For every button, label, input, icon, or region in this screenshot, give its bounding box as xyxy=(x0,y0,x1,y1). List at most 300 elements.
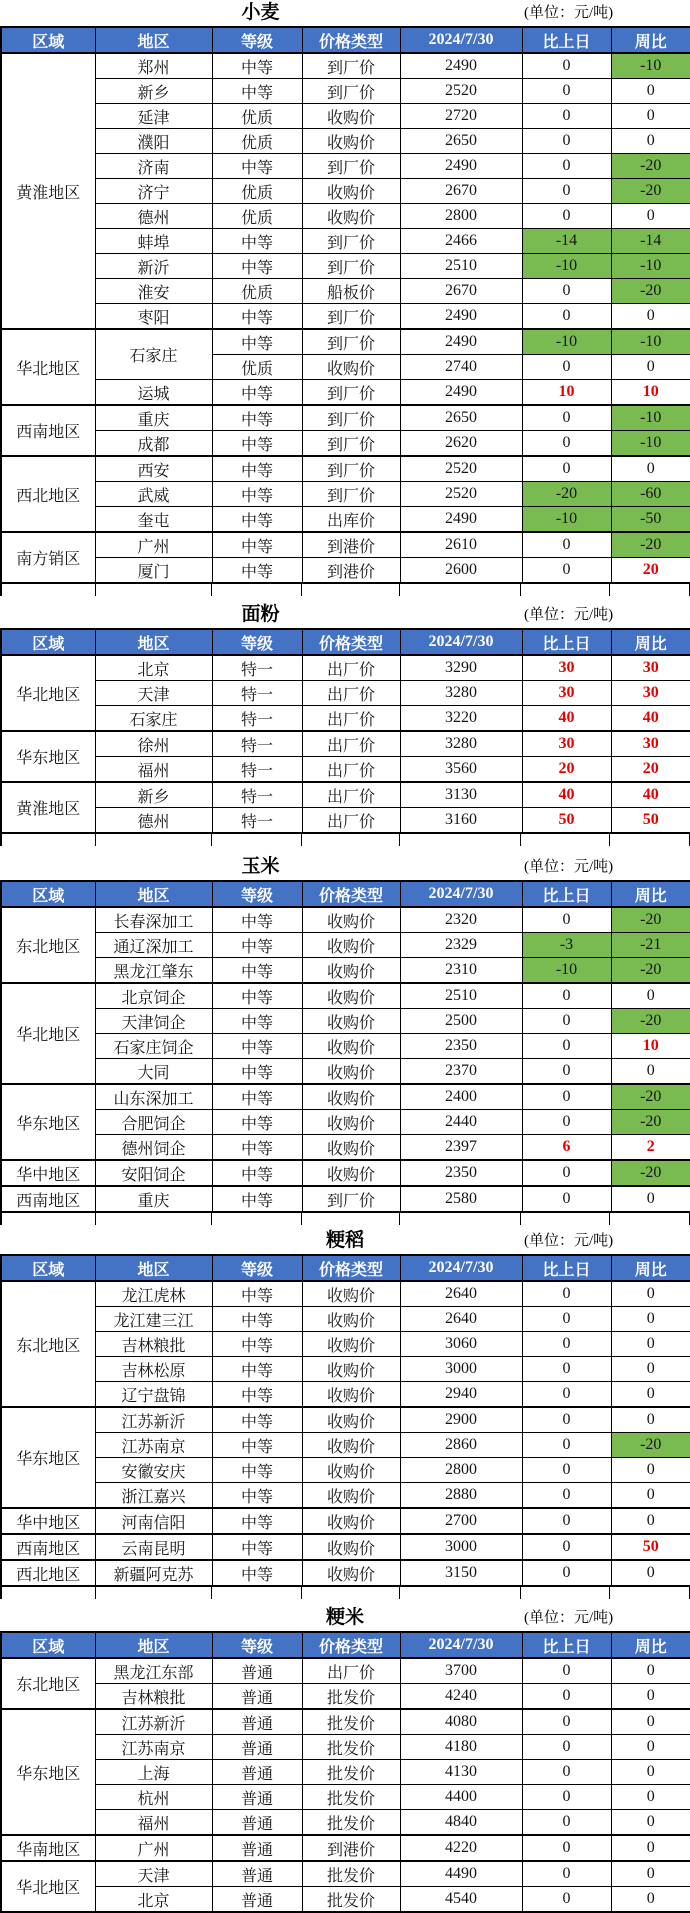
week-change-cell: 30 xyxy=(611,681,690,706)
area-cell: 江苏新沂 xyxy=(95,1407,212,1433)
day-change-cell: 0 xyxy=(522,1332,611,1357)
area-cell: 河南信阳 xyxy=(95,1508,212,1534)
area-cell: 江苏新沂 xyxy=(95,1709,212,1735)
grade-cell: 中等 xyxy=(212,558,302,584)
grade-cell: 中等 xyxy=(212,1160,302,1186)
col-header-region: 区域 xyxy=(1,27,95,53)
week-change-cell: 30 xyxy=(611,655,690,681)
day-change-cell: 0 xyxy=(522,104,611,129)
price-type-cell: 到厂价 xyxy=(302,482,400,507)
day-change-cell: 0 xyxy=(522,983,611,1009)
area-cell: 北京 xyxy=(95,655,212,681)
grade-cell: 优质 xyxy=(212,204,302,229)
area-cell: 新乡 xyxy=(95,79,212,104)
table-row xyxy=(1,482,690,507)
week-change-cell: 0 xyxy=(611,104,690,129)
grid-stub xyxy=(0,1213,690,1225)
col-header-grade: 等级 xyxy=(212,881,302,907)
price-type-cell: 批发价 xyxy=(302,1861,400,1887)
area-cell: 吉林松原 xyxy=(95,1357,212,1382)
week-change-cell: -20 xyxy=(611,1433,690,1458)
week-change-cell: 30 xyxy=(611,731,690,757)
area-cell: 重庆 xyxy=(95,1186,212,1212)
grade-cell: 中等 xyxy=(212,1281,302,1307)
area-cell: 天津 xyxy=(95,681,212,706)
area-cell: 浙江嘉兴 xyxy=(95,1483,212,1509)
price-cell: 3160 xyxy=(400,808,522,834)
col-header-area: 地区 xyxy=(95,881,212,907)
price-cell: 3000 xyxy=(400,1534,522,1560)
price-type-cell: 到厂价 xyxy=(302,53,400,79)
col-header-date: 2024/7/30 xyxy=(400,629,522,655)
day-change-cell: 0 xyxy=(522,1887,611,1913)
price-cell: 2720 xyxy=(400,104,522,129)
grid-stub-cell xyxy=(521,584,610,596)
day-change-cell: 0 xyxy=(522,1709,611,1735)
grade-cell: 普通 xyxy=(212,1735,302,1760)
price-type-cell: 收购价 xyxy=(302,1059,400,1085)
price-type-cell: 收购价 xyxy=(302,1332,400,1357)
table-row xyxy=(1,1281,690,1307)
area-cell: 杭州 xyxy=(95,1785,212,1810)
area-cell: 黑龙江肇东 xyxy=(95,958,212,984)
col-header-weekly: 周比 xyxy=(611,881,690,907)
area-cell: 吉林粮批 xyxy=(95,1332,212,1357)
day-change-cell: 0 xyxy=(522,558,611,584)
area-cell: 天津 xyxy=(95,1861,212,1887)
grade-cell: 普通 xyxy=(212,1684,302,1710)
price-cell: 2610 xyxy=(400,532,522,558)
col-header-vs-prev-day: 比上日 xyxy=(522,629,611,655)
col-header-weekly: 周比 xyxy=(611,629,690,655)
day-change-cell: -20 xyxy=(522,482,611,507)
week-change-cell: 2 xyxy=(611,1135,690,1161)
area-cell: 通辽深加工 xyxy=(95,933,212,958)
area-cell: 广州 xyxy=(95,532,212,558)
day-change-cell: 0 xyxy=(522,1835,611,1861)
grade-cell: 中等 xyxy=(212,79,302,104)
grade-cell: 普通 xyxy=(212,1810,302,1836)
day-change-cell: 0 xyxy=(522,154,611,179)
unit-label: (单位：元/吨) xyxy=(524,859,614,875)
day-change-cell: 0 xyxy=(522,304,611,330)
price-type-cell: 收购价 xyxy=(302,1110,400,1135)
col-header-region: 区域 xyxy=(1,881,95,907)
area-cell: 郑州 xyxy=(95,53,212,79)
price-type-cell: 到厂价 xyxy=(302,380,400,406)
day-change-cell: 0 xyxy=(522,1483,611,1509)
area-cell: 武威 xyxy=(95,482,212,507)
price-type-cell: 收购价 xyxy=(302,179,400,204)
table-row xyxy=(1,1186,690,1212)
price-type-cell: 到厂价 xyxy=(302,405,400,431)
area-cell: 淮安 xyxy=(95,279,212,304)
price-cell: 2800 xyxy=(400,204,522,229)
week-change-cell: 20 xyxy=(611,558,690,584)
table-title: 小麦 xyxy=(241,2,280,23)
table-row xyxy=(1,154,690,179)
table-row xyxy=(1,431,690,457)
grade-cell: 中等 xyxy=(212,933,302,958)
day-change-cell: 0 xyxy=(522,1281,611,1307)
area-cell: 德州 xyxy=(95,204,212,229)
day-change-cell: 0 xyxy=(522,1084,611,1110)
price-cell: 2440 xyxy=(400,1110,522,1135)
day-change-cell: 30 xyxy=(522,731,611,757)
table-row xyxy=(1,1709,690,1735)
day-change-cell: 0 xyxy=(522,1382,611,1408)
area-cell: 上海 xyxy=(95,1760,212,1785)
day-change-cell: 0 xyxy=(522,279,611,304)
area-cell: 石家庄 xyxy=(95,329,212,380)
table-row xyxy=(1,304,690,330)
grade-cell: 中等 xyxy=(212,1307,302,1332)
week-change-cell: 0 xyxy=(611,1887,690,1913)
area-cell: 安徽安庆 xyxy=(95,1458,212,1483)
table-row xyxy=(1,1009,690,1034)
region-cell: 华北地区 xyxy=(1,1861,95,1912)
price-type-cell: 收购价 xyxy=(302,1458,400,1483)
price-cell: 2640 xyxy=(400,1281,522,1307)
table-row xyxy=(1,179,690,204)
col-header-price-type: 价格类型 xyxy=(302,1255,400,1281)
week-change-cell: 0 xyxy=(611,1760,690,1785)
wheat-price-table xyxy=(0,26,690,584)
col-header-vs-prev-day: 比上日 xyxy=(522,27,611,53)
col-header-price-type: 价格类型 xyxy=(302,27,400,53)
table-row xyxy=(1,79,690,104)
price-cell: 2650 xyxy=(400,405,522,431)
week-change-cell: 0 xyxy=(611,1307,690,1332)
price-type-cell: 批发价 xyxy=(302,1709,400,1735)
price-type-cell: 收购价 xyxy=(302,1135,400,1161)
price-cell: 2500 xyxy=(400,1009,522,1034)
grid-stub-cell xyxy=(610,1213,690,1225)
price-cell: 2650 xyxy=(400,129,522,154)
grade-cell: 中等 xyxy=(212,1332,302,1357)
table-row xyxy=(1,1433,690,1458)
price-type-cell: 批发价 xyxy=(302,1785,400,1810)
day-change-cell: 40 xyxy=(522,706,611,732)
table-row xyxy=(1,1458,690,1483)
table-row xyxy=(1,204,690,229)
grid-stub-cell xyxy=(610,1587,690,1599)
area-cell: 山东深加工 xyxy=(95,1084,212,1110)
price-cell: 4220 xyxy=(400,1835,522,1861)
week-change-cell: 0 xyxy=(611,1281,690,1307)
grade-cell: 中等 xyxy=(212,1135,302,1161)
price-type-cell: 收购价 xyxy=(302,1034,400,1059)
area-cell: 黑龙江东部 xyxy=(95,1658,212,1684)
region-cell: 华东地区 xyxy=(1,1709,95,1835)
price-cell: 3280 xyxy=(400,731,522,757)
price-type-cell: 收购价 xyxy=(302,129,400,154)
week-change-cell: 10 xyxy=(611,1034,690,1059)
region-cell: 西北地区 xyxy=(1,456,95,532)
price-type-cell: 批发价 xyxy=(302,1760,400,1785)
japonica-paddy-price-table xyxy=(0,1254,690,1587)
week-change-cell: 0 xyxy=(611,1810,690,1836)
price-cell: 2320 xyxy=(400,907,522,933)
price-type-cell: 批发价 xyxy=(302,1684,400,1710)
price-type-cell: 船板价 xyxy=(302,279,400,304)
grid-stub-cell xyxy=(212,1587,302,1599)
japonica-rice-table-section xyxy=(0,1605,690,1913)
price-cell: 3560 xyxy=(400,757,522,783)
price-cell: 2670 xyxy=(400,279,522,304)
day-change-cell: 30 xyxy=(522,655,611,681)
price-cell: 2510 xyxy=(400,254,522,279)
price-type-cell: 收购价 xyxy=(302,1382,400,1408)
col-header-grade: 等级 xyxy=(212,27,302,53)
week-change-cell: -20 xyxy=(611,907,690,933)
week-change-cell: -50 xyxy=(611,507,690,533)
grade-cell: 中等 xyxy=(212,254,302,279)
price-cell: 2670 xyxy=(400,179,522,204)
grid-stub xyxy=(0,834,690,846)
grade-cell: 普通 xyxy=(212,1785,302,1810)
grid-stub-cell xyxy=(212,1213,302,1225)
table-row xyxy=(1,129,690,154)
week-change-cell: 0 xyxy=(611,983,690,1009)
price-cell: 3700 xyxy=(400,1658,522,1684)
day-change-cell: -10 xyxy=(522,507,611,533)
table-row xyxy=(1,681,690,706)
price-type-cell: 到港价 xyxy=(302,558,400,584)
price-type-cell: 批发价 xyxy=(302,1810,400,1836)
week-change-cell: 0 xyxy=(611,304,690,330)
day-change-cell: 0 xyxy=(522,1034,611,1059)
day-change-cell: 0 xyxy=(522,1684,611,1710)
price-type-cell: 到厂价 xyxy=(302,154,400,179)
price-type-cell: 收购价 xyxy=(302,204,400,229)
col-header-area: 地区 xyxy=(95,1255,212,1281)
price-type-cell: 收购价 xyxy=(302,907,400,933)
region-cell: 华中地区 xyxy=(1,1508,95,1534)
grade-cell: 中等 xyxy=(212,431,302,457)
grid-stub-cell xyxy=(212,584,302,596)
grade-cell: 特一 xyxy=(212,706,302,732)
price-type-cell: 收购价 xyxy=(302,1407,400,1433)
price-cell: 2600 xyxy=(400,558,522,584)
grid-stub-cell xyxy=(400,1213,522,1225)
week-change-cell: 0 xyxy=(611,1357,690,1382)
week-change-cell: 0 xyxy=(611,1861,690,1887)
week-change-cell: -20 xyxy=(611,1084,690,1110)
grade-cell: 中等 xyxy=(212,1110,302,1135)
grid-stub-cell xyxy=(521,1587,610,1599)
area-cell: 厦门 xyxy=(95,558,212,584)
area-cell: 大同 xyxy=(95,1059,212,1085)
area-cell: 蚌埠 xyxy=(95,229,212,254)
week-change-cell: -20 xyxy=(611,1160,690,1186)
table-row xyxy=(1,1534,690,1560)
grid-stub-cell xyxy=(96,1213,213,1225)
day-change-cell: 0 xyxy=(522,1560,611,1586)
grade-cell: 优质 xyxy=(212,104,302,129)
price-type-cell: 出厂价 xyxy=(302,808,400,834)
area-cell: 江苏南京 xyxy=(95,1433,212,1458)
table-row xyxy=(1,1887,690,1913)
grade-cell: 普通 xyxy=(212,1887,302,1913)
week-change-cell: -20 xyxy=(611,1009,690,1034)
price-cell: 2580 xyxy=(400,1186,522,1212)
price-type-cell: 出厂价 xyxy=(302,782,400,808)
grade-cell: 中等 xyxy=(212,482,302,507)
grade-cell: 中等 xyxy=(212,507,302,533)
week-change-cell: 0 xyxy=(611,1332,690,1357)
day-change-cell: 20 xyxy=(522,757,611,783)
price-type-cell: 收购价 xyxy=(302,1433,400,1458)
price-type-cell: 收购价 xyxy=(302,1307,400,1332)
grade-cell: 普通 xyxy=(212,1658,302,1684)
week-change-cell: -20 xyxy=(611,279,690,304)
table-title-row xyxy=(0,1605,690,1631)
table-row xyxy=(1,706,690,732)
area-cell: 石家庄 xyxy=(95,706,212,732)
price-type-cell: 到港价 xyxy=(302,532,400,558)
grade-cell: 中等 xyxy=(212,1084,302,1110)
col-header-weekly: 周比 xyxy=(611,27,690,53)
price-type-cell: 出库价 xyxy=(302,507,400,533)
price-cell: 2640 xyxy=(400,1307,522,1332)
grade-cell: 中等 xyxy=(212,1357,302,1382)
price-type-cell: 批发价 xyxy=(302,1887,400,1913)
price-cell: 2490 xyxy=(400,154,522,179)
table-title: 玉米 xyxy=(241,856,280,877)
day-change-cell: 0 xyxy=(522,1186,611,1212)
day-change-cell: 0 xyxy=(522,1658,611,1684)
week-change-cell: -10 xyxy=(611,329,690,355)
area-cell: 成都 xyxy=(95,431,212,457)
region-cell: 黄淮地区 xyxy=(1,53,95,329)
price-type-cell: 批发价 xyxy=(302,1735,400,1760)
price-cell: 3130 xyxy=(400,782,522,808)
region-cell: 华东地区 xyxy=(1,731,95,782)
region-cell: 黄淮地区 xyxy=(1,782,95,833)
week-change-cell: 0 xyxy=(611,1735,690,1760)
grade-cell: 中等 xyxy=(212,1186,302,1212)
week-change-cell: 0 xyxy=(611,1508,690,1534)
area-cell: 新沂 xyxy=(95,254,212,279)
day-change-cell: 0 xyxy=(522,1160,611,1186)
price-type-cell: 收购价 xyxy=(302,1560,400,1586)
day-change-cell: 0 xyxy=(522,1760,611,1785)
price-cell: 2510 xyxy=(400,983,522,1009)
price-cell: 2860 xyxy=(400,1433,522,1458)
price-type-cell: 出厂价 xyxy=(302,731,400,757)
corn-price-table xyxy=(0,880,690,1213)
week-change-cell: -20 xyxy=(611,1110,690,1135)
day-change-cell: 0 xyxy=(522,1407,611,1433)
table-row xyxy=(1,1034,690,1059)
header-row xyxy=(1,27,690,53)
table-title: 粳稻 xyxy=(325,1230,364,1251)
price-cell: 2370 xyxy=(400,1059,522,1085)
week-change-cell: 0 xyxy=(611,1835,690,1861)
region-cell: 华东地区 xyxy=(1,1084,95,1160)
col-header-region: 区域 xyxy=(1,1632,95,1658)
grade-cell: 中等 xyxy=(212,154,302,179)
day-change-cell: 30 xyxy=(522,681,611,706)
table-row xyxy=(1,1810,690,1836)
day-change-cell: -10 xyxy=(522,958,611,984)
price-type-cell: 收购价 xyxy=(302,1009,400,1034)
day-change-cell: 0 xyxy=(522,1433,611,1458)
grid-stub-cell xyxy=(400,1587,522,1599)
header-row xyxy=(1,881,690,907)
col-header-area: 地区 xyxy=(95,27,212,53)
week-change-cell: 0 xyxy=(611,1407,690,1433)
header-row xyxy=(1,629,690,655)
table-row xyxy=(1,933,690,958)
grade-cell: 中等 xyxy=(212,1458,302,1483)
price-cell: 2520 xyxy=(400,79,522,104)
week-change-cell: 0 xyxy=(611,1709,690,1735)
price-type-cell: 收购价 xyxy=(302,1534,400,1560)
day-change-cell: 0 xyxy=(522,1735,611,1760)
area-cell: 北京饲企 xyxy=(95,983,212,1009)
table-row xyxy=(1,380,690,406)
grade-cell: 中等 xyxy=(212,1382,302,1408)
area-cell: 枣阳 xyxy=(95,304,212,330)
grade-cell: 中等 xyxy=(212,1059,302,1085)
week-change-cell: -10 xyxy=(611,431,690,457)
day-change-cell: 0 xyxy=(522,907,611,933)
grade-cell: 中等 xyxy=(212,983,302,1009)
grid-stub-cell xyxy=(610,834,690,846)
grade-cell: 中等 xyxy=(212,53,302,79)
grade-cell: 中等 xyxy=(212,329,302,355)
area-cell: 新乡 xyxy=(95,782,212,808)
table-row xyxy=(1,532,690,558)
grid-stub-cell xyxy=(0,1587,96,1599)
day-change-cell: 0 xyxy=(522,1009,611,1034)
week-change-cell: 50 xyxy=(611,1534,690,1560)
grade-cell: 中等 xyxy=(212,1034,302,1059)
corn-table-section xyxy=(0,854,690,1228)
table-title: 粳米 xyxy=(325,1607,364,1628)
grade-cell: 特一 xyxy=(212,782,302,808)
grade-cell: 普通 xyxy=(212,1861,302,1887)
area-cell: 龙江建三江 xyxy=(95,1307,212,1332)
area-cell: 济宁 xyxy=(95,179,212,204)
grid-stub-cell xyxy=(0,1213,96,1225)
price-type-cell: 收购价 xyxy=(302,1483,400,1509)
grade-cell: 中等 xyxy=(212,1009,302,1034)
price-type-cell: 出厂价 xyxy=(302,681,400,706)
area-cell: 天津饲企 xyxy=(95,1009,212,1034)
price-type-cell: 到厂价 xyxy=(302,1186,400,1212)
table-row xyxy=(1,1382,690,1408)
area-cell: 云南昆明 xyxy=(95,1534,212,1560)
day-change-cell: 0 xyxy=(522,355,611,380)
region-cell: 东北地区 xyxy=(1,907,95,983)
area-cell: 江苏南京 xyxy=(95,1735,212,1760)
price-type-cell: 收购价 xyxy=(302,933,400,958)
region-cell: 华北地区 xyxy=(1,329,95,405)
area-cell: 福州 xyxy=(95,757,212,783)
table-row xyxy=(1,907,690,933)
price-cell: 2880 xyxy=(400,1483,522,1509)
area-cell: 济南 xyxy=(95,154,212,179)
grade-cell: 优质 xyxy=(212,129,302,154)
price-cell: 2900 xyxy=(400,1407,522,1433)
day-change-cell: 0 xyxy=(522,1534,611,1560)
day-change-cell: 0 xyxy=(522,405,611,431)
price-type-cell: 收购价 xyxy=(302,104,400,129)
area-cell: 合肥饲企 xyxy=(95,1110,212,1135)
